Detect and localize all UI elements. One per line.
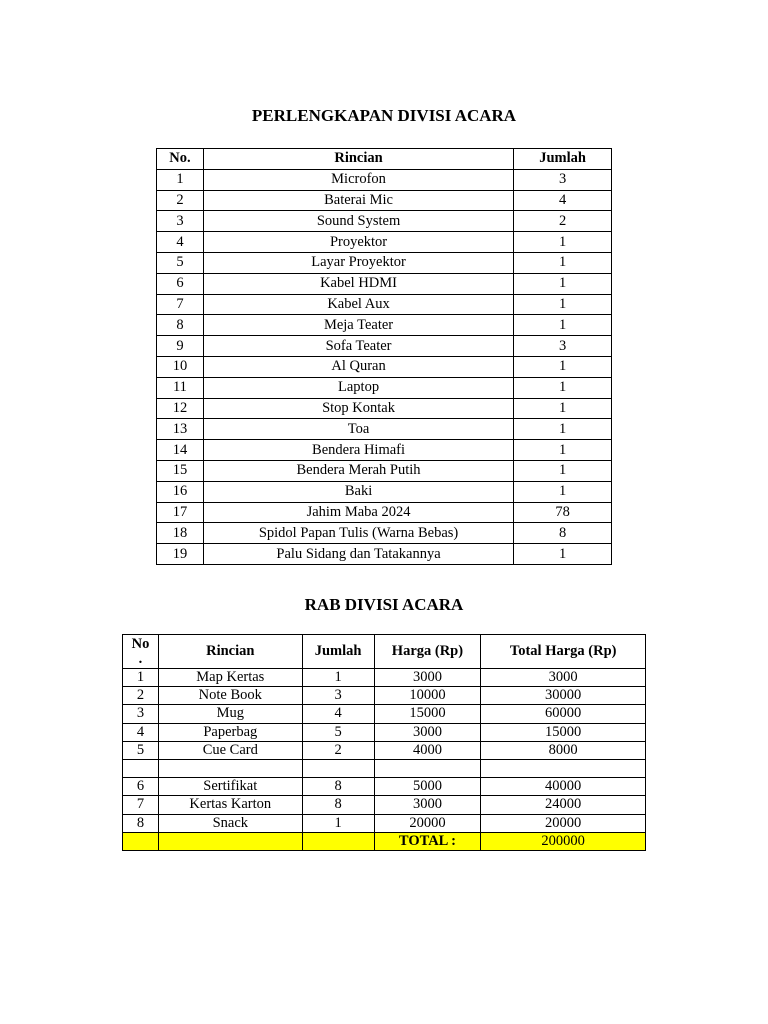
table-cell: Al Quran (203, 356, 513, 377)
table-row (157, 232, 612, 253)
table-cell: 3 (514, 169, 612, 190)
table-row (157, 440, 612, 461)
table-cell: 4 (123, 723, 159, 741)
table-cell: Bendera Merah Putih (203, 460, 513, 481)
table-cell: Sertifikat (158, 778, 302, 796)
total-empty-cell (302, 832, 374, 850)
table-cell: 1 (302, 669, 374, 687)
table-cell: Snack (158, 814, 302, 832)
table-cell: 1 (514, 377, 612, 398)
header-jumlah: Jumlah (302, 635, 374, 669)
table-cell: 3 (302, 687, 374, 705)
table-cell: Kabel HDMI (203, 273, 513, 294)
table-cell: Paperbag (158, 723, 302, 741)
table-row (157, 419, 612, 440)
header-rincian: Rincian (203, 149, 513, 170)
table-cell: 1 (514, 481, 612, 502)
table-cell: 1 (123, 669, 159, 687)
table-row (123, 669, 646, 687)
table-cell: 1 (157, 169, 204, 190)
table-cell: Cue Card (158, 741, 302, 759)
table-cell: 18 (157, 523, 204, 544)
table-cell: 10 (157, 356, 204, 377)
table-cell: Bendera Himafi (203, 440, 513, 461)
table-header-row (123, 635, 646, 669)
table-cell: 8 (157, 315, 204, 336)
table-cell: Sofa Teater (203, 336, 513, 357)
table-cell: Toa (203, 419, 513, 440)
table-cell: Kabel Aux (203, 294, 513, 315)
table-cell: 1 (514, 544, 612, 565)
table-cell: 2 (157, 190, 204, 211)
table-cell: 7 (123, 796, 159, 814)
table-cell: 3000 (374, 723, 481, 741)
table-cell: 3 (514, 336, 612, 357)
table-cell: Microfon (203, 169, 513, 190)
table-cell: 4 (514, 190, 612, 211)
header-jumlah: Jumlah (514, 149, 612, 170)
perlengkapan-table (156, 148, 612, 565)
table-cell: Baki (203, 481, 513, 502)
table-cell: 8 (123, 814, 159, 832)
table-cell: 24000 (481, 796, 646, 814)
perlengkapan-title: PERLENGKAPAN DIVISI ACARA (251, 106, 517, 125)
table-cell: Stop Kontak (203, 398, 513, 419)
table-cell: 3000 (374, 669, 481, 687)
table-cell: 3000 (481, 669, 646, 687)
table-header-row (157, 149, 612, 170)
table-cell: 2 (514, 211, 612, 232)
table-cell: Jahim Maba 2024 (203, 502, 513, 523)
table-cell: 3 (123, 705, 159, 723)
header-harga: Harga (Rp) (374, 635, 481, 669)
table-row (157, 544, 612, 565)
table-cell: 8000 (481, 741, 646, 759)
table-row (157, 398, 612, 419)
table-row (123, 687, 646, 705)
table-cell: 3000 (374, 796, 481, 814)
table-cell: 2 (302, 741, 374, 759)
table-row (157, 252, 612, 273)
table-row (123, 759, 646, 777)
table-cell: 1 (514, 356, 612, 377)
table-cell: Layar Proyektor (203, 252, 513, 273)
table-cell: 78 (514, 502, 612, 523)
table-cell: Note Book (158, 687, 302, 705)
table-cell: 1 (514, 252, 612, 273)
table-cell: 16 (157, 481, 204, 502)
table-cell: 15000 (374, 705, 481, 723)
table-cell: 2 (123, 687, 159, 705)
table-cell: Map Kertas (158, 669, 302, 687)
table-cell: 1 (514, 232, 612, 253)
table-cell: 11 (157, 377, 204, 398)
table-row (157, 336, 612, 357)
table-cell: 6 (123, 778, 159, 796)
table-cell: 5 (157, 252, 204, 273)
table-cell: 20000 (374, 814, 481, 832)
table-cell: 8 (514, 523, 612, 544)
table-row (157, 356, 612, 377)
table-cell: 1 (302, 814, 374, 832)
table-row (157, 481, 612, 502)
table-cell: 4 (302, 705, 374, 723)
table-cell: 1 (514, 440, 612, 461)
table-cell: 1 (514, 398, 612, 419)
table-row (123, 741, 646, 759)
table-cell: 4000 (374, 741, 481, 759)
table-cell: Kertas Karton (158, 796, 302, 814)
table-cell: Palu Sidang dan Tatakannya (203, 544, 513, 565)
header-total-harga: Total Harga (Rp) (481, 635, 646, 669)
table-row (157, 211, 612, 232)
table-cell: 8 (302, 778, 374, 796)
header-no: No. (157, 149, 204, 170)
table-cell: Baterai Mic (203, 190, 513, 211)
table-cell: Sound System (203, 211, 513, 232)
total-empty-cell (158, 832, 302, 850)
table-cell: 3 (157, 211, 204, 232)
table-row (157, 377, 612, 398)
table-cell: 60000 (481, 705, 646, 723)
table-row (157, 523, 612, 544)
table-row (123, 796, 646, 814)
table-cell: 1 (514, 419, 612, 440)
table-cell: 40000 (481, 778, 646, 796)
table-row (157, 169, 612, 190)
rab-table (122, 634, 646, 851)
table-cell: 20000 (481, 814, 646, 832)
table-row (157, 294, 612, 315)
table-cell: Meja Teater (203, 315, 513, 336)
table-cell: 4 (157, 232, 204, 253)
total-row (123, 832, 646, 850)
table-cell: Mug (158, 705, 302, 723)
table-cell: 9 (157, 336, 204, 357)
rab-title: RAB DIVISI ACARA (304, 595, 464, 614)
table-row (123, 814, 646, 832)
table-cell: 13 (157, 419, 204, 440)
table-cell: 5 (123, 741, 159, 759)
table-cell: 15 (157, 460, 204, 481)
table-cell: 8 (302, 796, 374, 814)
table-row (123, 705, 646, 723)
table-row (157, 190, 612, 211)
table-cell: Spidol Papan Tulis (Warna Bebas) (203, 523, 513, 544)
table-cell: 19 (157, 544, 204, 565)
table-row (157, 315, 612, 336)
table-cell: 14 (157, 440, 204, 461)
table-cell: 5 (302, 723, 374, 741)
table-cell: 1 (514, 294, 612, 315)
table-row (123, 723, 646, 741)
table-cell: 5000 (374, 778, 481, 796)
table-cell (481, 759, 646, 777)
table-row (157, 460, 612, 481)
total-empty-cell (123, 832, 159, 850)
table-cell: 10000 (374, 687, 481, 705)
table-cell: 1 (514, 315, 612, 336)
table-cell: Laptop (203, 377, 513, 398)
table-cell: 1 (514, 273, 612, 294)
table-row (123, 778, 646, 796)
table-cell: 12 (157, 398, 204, 419)
table-cell (374, 759, 481, 777)
table-cell (123, 759, 159, 777)
table-row (157, 502, 612, 523)
total-label: TOTAL : (374, 832, 481, 850)
table-cell: 6 (157, 273, 204, 294)
header-rincian: Rincian (158, 635, 302, 669)
table-cell: 30000 (481, 687, 646, 705)
table-cell: Proyektor (203, 232, 513, 253)
table-cell: 17 (157, 502, 204, 523)
table-cell: 15000 (481, 723, 646, 741)
table-cell (302, 759, 374, 777)
table-row (157, 273, 612, 294)
table-cell: 1 (514, 460, 612, 481)
total-value: 200000 (481, 832, 646, 850)
header-no: No . (123, 635, 159, 669)
table-cell (158, 759, 302, 777)
table-cell: 7 (157, 294, 204, 315)
